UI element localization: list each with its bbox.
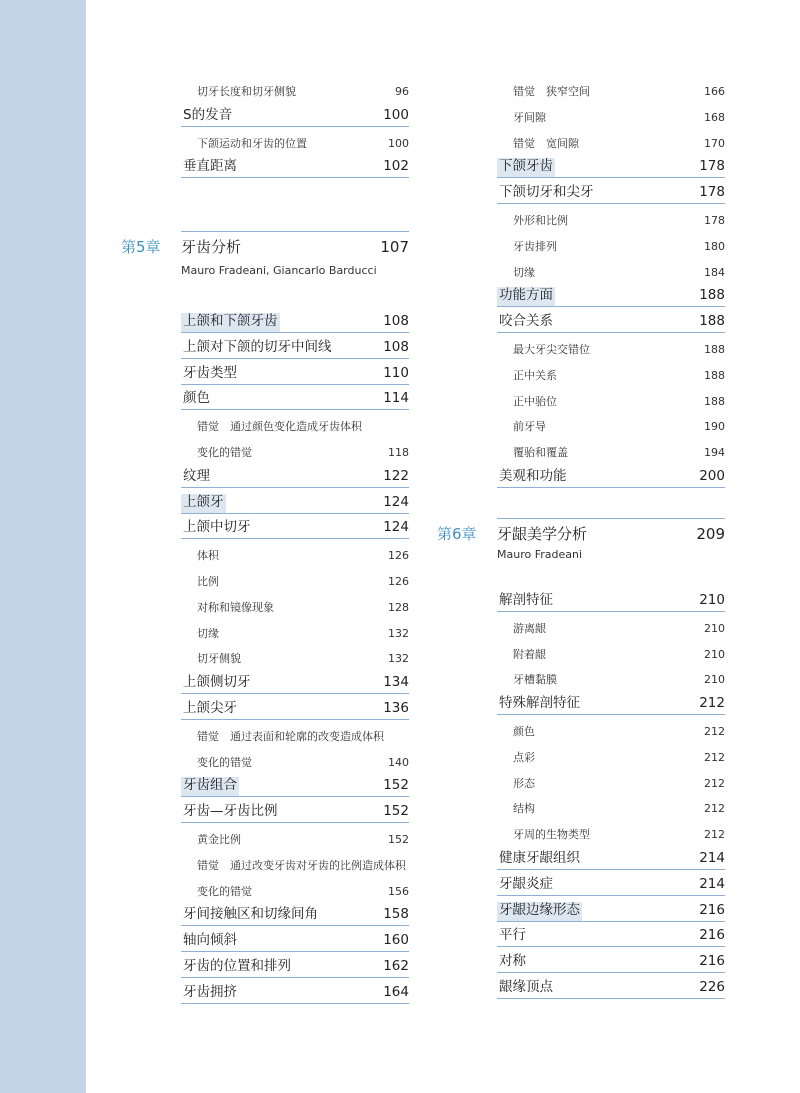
- toc-entry[interactable]: [497, 340, 725, 358]
- toc-entry-page: 194: [704, 446, 725, 460]
- toc-entry[interactable]: [181, 830, 409, 848]
- toc-entry[interactable]: [497, 183, 725, 204]
- toc-entry[interactable]: [497, 926, 725, 947]
- chapter-authors: Mauro Fradeani, Giancarlo Barducci: [181, 264, 377, 277]
- toc-entry[interactable]: [181, 753, 409, 771]
- toc-entry-page: 188: [699, 287, 725, 304]
- toc-entry[interactable]: [497, 467, 725, 488]
- toc-entry[interactable]: [497, 978, 725, 999]
- toc-entry-title: 上颌和下颌牙齿: [181, 313, 280, 332]
- toc-entry-title: 错觉 宽间隙: [513, 136, 579, 150]
- toc-entry-title: 健康牙龈组织: [499, 850, 580, 866]
- toc-entry-page: 132: [388, 652, 409, 666]
- toc-entry-page: 160: [383, 932, 409, 949]
- toc-entry-page: 210: [699, 592, 725, 608]
- toc-entry-page: 164: [383, 983, 409, 1000]
- toc-entry[interactable]: [181, 905, 409, 926]
- toc-entry[interactable]: [497, 645, 725, 663]
- toc-entry-title: 牙齿拥挤: [183, 983, 237, 1000]
- toc-entry-title: 对称: [499, 953, 526, 970]
- chapter-heading[interactable]: [437, 524, 725, 544]
- toc-entry-page: 216: [699, 927, 725, 944]
- toc-entry[interactable]: [497, 392, 725, 410]
- toc-entry-page: 126: [388, 549, 409, 563]
- toc-entry[interactable]: [181, 699, 409, 720]
- toc-entry[interactable]: [497, 108, 725, 126]
- toc-entry-page: 216: [699, 953, 725, 970]
- toc-entry[interactable]: [181, 727, 409, 745]
- toc-entry-title: 最大牙尖交错位: [513, 343, 590, 356]
- toc-entry-title: 牙齿组合: [181, 777, 239, 796]
- toc-entry[interactable]: [497, 849, 725, 870]
- toc-entry-page: 188: [704, 343, 725, 356]
- toc-entry-page: 178: [699, 158, 725, 175]
- toc-entry-title: 下颌牙齿: [497, 158, 555, 177]
- toc-entry[interactable]: [181, 598, 409, 616]
- toc-entry-title: 形态: [513, 776, 535, 790]
- toc-entry[interactable]: [497, 443, 725, 461]
- toc-entry-page: 212: [704, 828, 725, 842]
- toc-entry-title: 平行: [499, 927, 526, 944]
- toc-entry-page: 110: [383, 364, 409, 381]
- toc-entry[interactable]: [181, 364, 409, 385]
- toc-entry-title: 变化的错觉: [197, 884, 252, 898]
- toc-entry-title: 黄金比例: [197, 833, 241, 846]
- toc-entry[interactable]: [497, 591, 725, 612]
- toc-entry[interactable]: [181, 546, 409, 564]
- toc-entry-page: 132: [388, 626, 409, 640]
- toc-entry-title: 颜色: [183, 390, 210, 407]
- toc-entry-page: 200: [699, 468, 725, 484]
- toc-entry-page: 134: [383, 674, 409, 691]
- toc-entry-page: 162: [383, 958, 409, 974]
- toc-entry-page: 168: [704, 110, 725, 124]
- toc-entry-page: 210: [704, 673, 725, 687]
- toc-entry-title: 游离龈: [513, 621, 546, 635]
- toc-entry-page: 140: [388, 755, 409, 769]
- toc-entry-page: 216: [699, 901, 725, 918]
- toc-entry-page: 126: [388, 575, 409, 588]
- toc-entry-title: 垂直距离: [183, 158, 237, 175]
- toc-entry-title: 切牙侧貌: [197, 652, 241, 666]
- toc-entry[interactable]: [181, 417, 409, 435]
- toc-entry[interactable]: [497, 134, 725, 152]
- toc-entry-title: 纹理: [183, 467, 210, 484]
- toc-entry[interactable]: [181, 649, 409, 667]
- toc-entry[interactable]: [181, 493, 409, 514]
- toc-entry[interactable]: [181, 624, 409, 642]
- toc-entry[interactable]: [497, 799, 725, 817]
- toc-entry-page: 136: [383, 700, 409, 716]
- toc-entry[interactable]: [497, 748, 725, 766]
- chapter-page: 107: [380, 238, 409, 256]
- toc-entry-title: 变化的错觉: [197, 755, 252, 769]
- toc-entry[interactable]: [497, 875, 725, 896]
- toc-entry[interactable]: [181, 572, 409, 590]
- toc-entry-page: 114: [383, 390, 409, 407]
- toc-entry[interactable]: [181, 931, 409, 952]
- toc-entry[interactable]: [497, 619, 725, 637]
- toc-entry-title: 切缘: [513, 265, 535, 279]
- toc-entry-title: 切缘: [197, 626, 219, 640]
- toc-entry-title: 比例: [197, 575, 219, 588]
- toc-entry[interactable]: [181, 106, 409, 127]
- toc-entry[interactable]: [497, 774, 725, 792]
- toc-entry-title: 前牙导: [513, 420, 546, 434]
- toc-entry[interactable]: [497, 312, 725, 333]
- toc-entry-title: 外形和比例: [513, 214, 568, 227]
- toc-entry-title: 牙齿类型: [183, 364, 237, 381]
- toc-entry[interactable]: [181, 673, 409, 694]
- toc-entry-title: 颜色: [513, 725, 535, 738]
- toc-entry[interactable]: [181, 312, 409, 333]
- toc-entry-page: 212: [704, 750, 725, 764]
- toc-entry[interactable]: [497, 694, 725, 715]
- toc-entry-page: 190: [704, 420, 725, 434]
- toc-entry-page: 122: [383, 467, 409, 484]
- side-stripe: [0, 0, 86, 1093]
- chapter-page: 209: [696, 525, 725, 543]
- toc-entry-title: 结构: [513, 802, 535, 816]
- toc-entry-title: 牙齿—牙齿比例: [183, 803, 278, 820]
- toc-entry[interactable]: [181, 338, 409, 359]
- toc-entry-page: 178: [699, 184, 725, 201]
- toc-entry-title: 上颌侧切牙: [183, 674, 251, 691]
- toc-entry[interactable]: [181, 776, 409, 797]
- toc-entry-page: 152: [388, 833, 409, 846]
- toc-entry[interactable]: [181, 443, 409, 461]
- toc-entry-title: 切牙长度和切牙侧貌: [197, 85, 296, 98]
- toc-entry-title: 龈缘顶点: [499, 979, 553, 995]
- toc-entry-page: 124: [383, 493, 409, 510]
- toc-entry-page: 212: [699, 695, 725, 712]
- toc-entry-title: 点彩: [513, 750, 535, 764]
- chapter-title: 牙齿分析: [181, 238, 242, 256]
- toc-entry-title: 牙齿的位置和排列: [183, 958, 291, 974]
- toc-entry[interactable]: [497, 952, 725, 973]
- toc-entry-title: 下颌切牙和尖牙: [499, 184, 594, 201]
- toc-entry-page: 212: [704, 802, 725, 816]
- toc-entry[interactable]: [497, 901, 725, 922]
- chapter-number: 第5章: [121, 238, 161, 256]
- chapter-rule: [497, 518, 725, 519]
- toc-entry-page: 108: [383, 338, 409, 355]
- toc-entry-title: 覆骀和覆盖: [513, 446, 568, 460]
- toc-entry-page: 210: [704, 621, 725, 635]
- toc-entry[interactable]: [181, 957, 409, 978]
- toc-entry-page: 226: [699, 979, 725, 995]
- toc-entry[interactable]: [181, 82, 409, 100]
- toc-entry-page: 102: [383, 158, 409, 175]
- toc-entry-title: 轴向倾斜: [183, 932, 237, 949]
- toc-entry-page: 128: [388, 600, 409, 614]
- toc-entry[interactable]: [497, 722, 725, 740]
- toc-entry-page: 188: [704, 394, 725, 408]
- toc-entry[interactable]: [497, 211, 725, 229]
- toc-entry-page: 166: [704, 85, 725, 98]
- toc-entry[interactable]: [497, 237, 725, 255]
- toc-entry[interactable]: [181, 157, 409, 178]
- chapter-heading[interactable]: [121, 237, 409, 257]
- toc-entry-title: 牙槽黏膜: [513, 673, 557, 687]
- toc-entry-title: 错觉 通过颜色变化造成牙齿体积: [197, 420, 362, 434]
- toc-entry-title: 上颌对下颌的切牙中间线: [183, 338, 332, 355]
- chapter-authors: Mauro Fradeani: [497, 548, 583, 561]
- toc-entry[interactable]: [497, 825, 725, 843]
- toc-entry-page: 118: [388, 446, 409, 459]
- toc-entry-page: 210: [704, 647, 725, 661]
- toc-entry-page: 152: [383, 803, 409, 820]
- toc-entry-page: 188: [699, 313, 725, 330]
- toc-entry[interactable]: [181, 134, 409, 152]
- toc-entry-title: 上颌尖牙: [183, 700, 237, 716]
- toc-entry-page: 212: [704, 725, 725, 738]
- toc-entry[interactable]: [497, 286, 725, 307]
- toc-entry-title: 上颌中切牙: [183, 519, 251, 536]
- toc-entry-title: 牙间隙: [513, 110, 546, 124]
- toc-entry[interactable]: [497, 417, 725, 435]
- toc-entry-title: 牙龈边缘形态: [497, 902, 582, 921]
- toc-entry[interactable]: [497, 263, 725, 281]
- toc-entry-page: 100: [388, 136, 409, 150]
- toc-entry[interactable]: [181, 983, 409, 1004]
- toc-entry-page: 188: [704, 368, 725, 382]
- toc-entry[interactable]: [497, 82, 725, 100]
- toc-entry-title: 美观和功能: [499, 468, 567, 484]
- toc-entry-title: 上颌牙: [181, 494, 226, 513]
- toc-entry-page: 214: [699, 850, 725, 866]
- toc-entry-page: 158: [383, 906, 409, 923]
- toc-entry-title: 特殊解剖特征: [499, 695, 580, 712]
- chapter-number: 第6章: [437, 525, 477, 543]
- toc-entry-title: 错觉 狭窄空间: [513, 85, 590, 98]
- toc-entry-page: 170: [704, 136, 725, 150]
- toc-entry-page: 180: [704, 239, 725, 253]
- chapter-title: 牙龈美学分析: [497, 525, 588, 543]
- toc-entry[interactable]: [181, 856, 409, 874]
- toc-entry-page: 108: [383, 313, 409, 329]
- toc-entry[interactable]: [497, 366, 725, 384]
- toc-entry-title: 正中关系: [513, 368, 557, 382]
- toc-entry[interactable]: [181, 882, 409, 900]
- toc-entry-title: 牙周的生物类型: [513, 828, 590, 842]
- toc-entry-title: 解剖特征: [499, 592, 553, 608]
- toc-entry-title: 错觉 通过表面和轮廓的改变造成体积: [197, 729, 384, 743]
- toc-entry-page: 178: [704, 214, 725, 227]
- toc-entry[interactable]: [181, 518, 409, 539]
- toc-entry-title: 附着龈: [513, 647, 546, 661]
- toc-entry[interactable]: [497, 670, 725, 688]
- toc-entry-title: 牙齿排列: [513, 239, 557, 253]
- toc-entry-page: 100: [383, 106, 409, 123]
- toc-entry-title: 变化的错觉: [197, 446, 252, 459]
- toc-entry[interactable]: [497, 157, 725, 178]
- toc-entry-title: 牙龈炎症: [499, 875, 553, 892]
- toc-entry-page: 152: [383, 777, 409, 794]
- toc-entry-title: 错觉 通过改变牙齿对牙齿的比例造成体积: [197, 858, 406, 872]
- toc-entry-title: 体积: [197, 549, 219, 563]
- toc-entry-page: 184: [704, 265, 725, 279]
- toc-entry-page: 124: [383, 519, 409, 536]
- chapter-rule: [181, 231, 409, 232]
- toc-entry-title: 功能方面: [497, 287, 555, 306]
- toc-entry-title: 正中骀位: [513, 394, 557, 408]
- toc-entry[interactable]: [181, 467, 409, 488]
- toc-entry-title: 咬合关系: [499, 313, 553, 330]
- toc-entry-page: 212: [704, 776, 725, 790]
- toc-entry-title: S的发音: [183, 106, 233, 123]
- toc-entry-title: 牙间接触区和切缘间角: [183, 906, 318, 923]
- toc-entry-title: 下颌运动和牙齿的位置: [197, 136, 307, 150]
- toc-entry-page: 96: [395, 85, 409, 98]
- toc-entry[interactable]: [181, 389, 409, 410]
- toc-entry-page: 214: [699, 875, 725, 892]
- toc-entry[interactable]: [181, 802, 409, 823]
- toc-entry-title: 对称和镜像现象: [197, 600, 274, 614]
- toc-entry-page: 156: [388, 884, 409, 898]
